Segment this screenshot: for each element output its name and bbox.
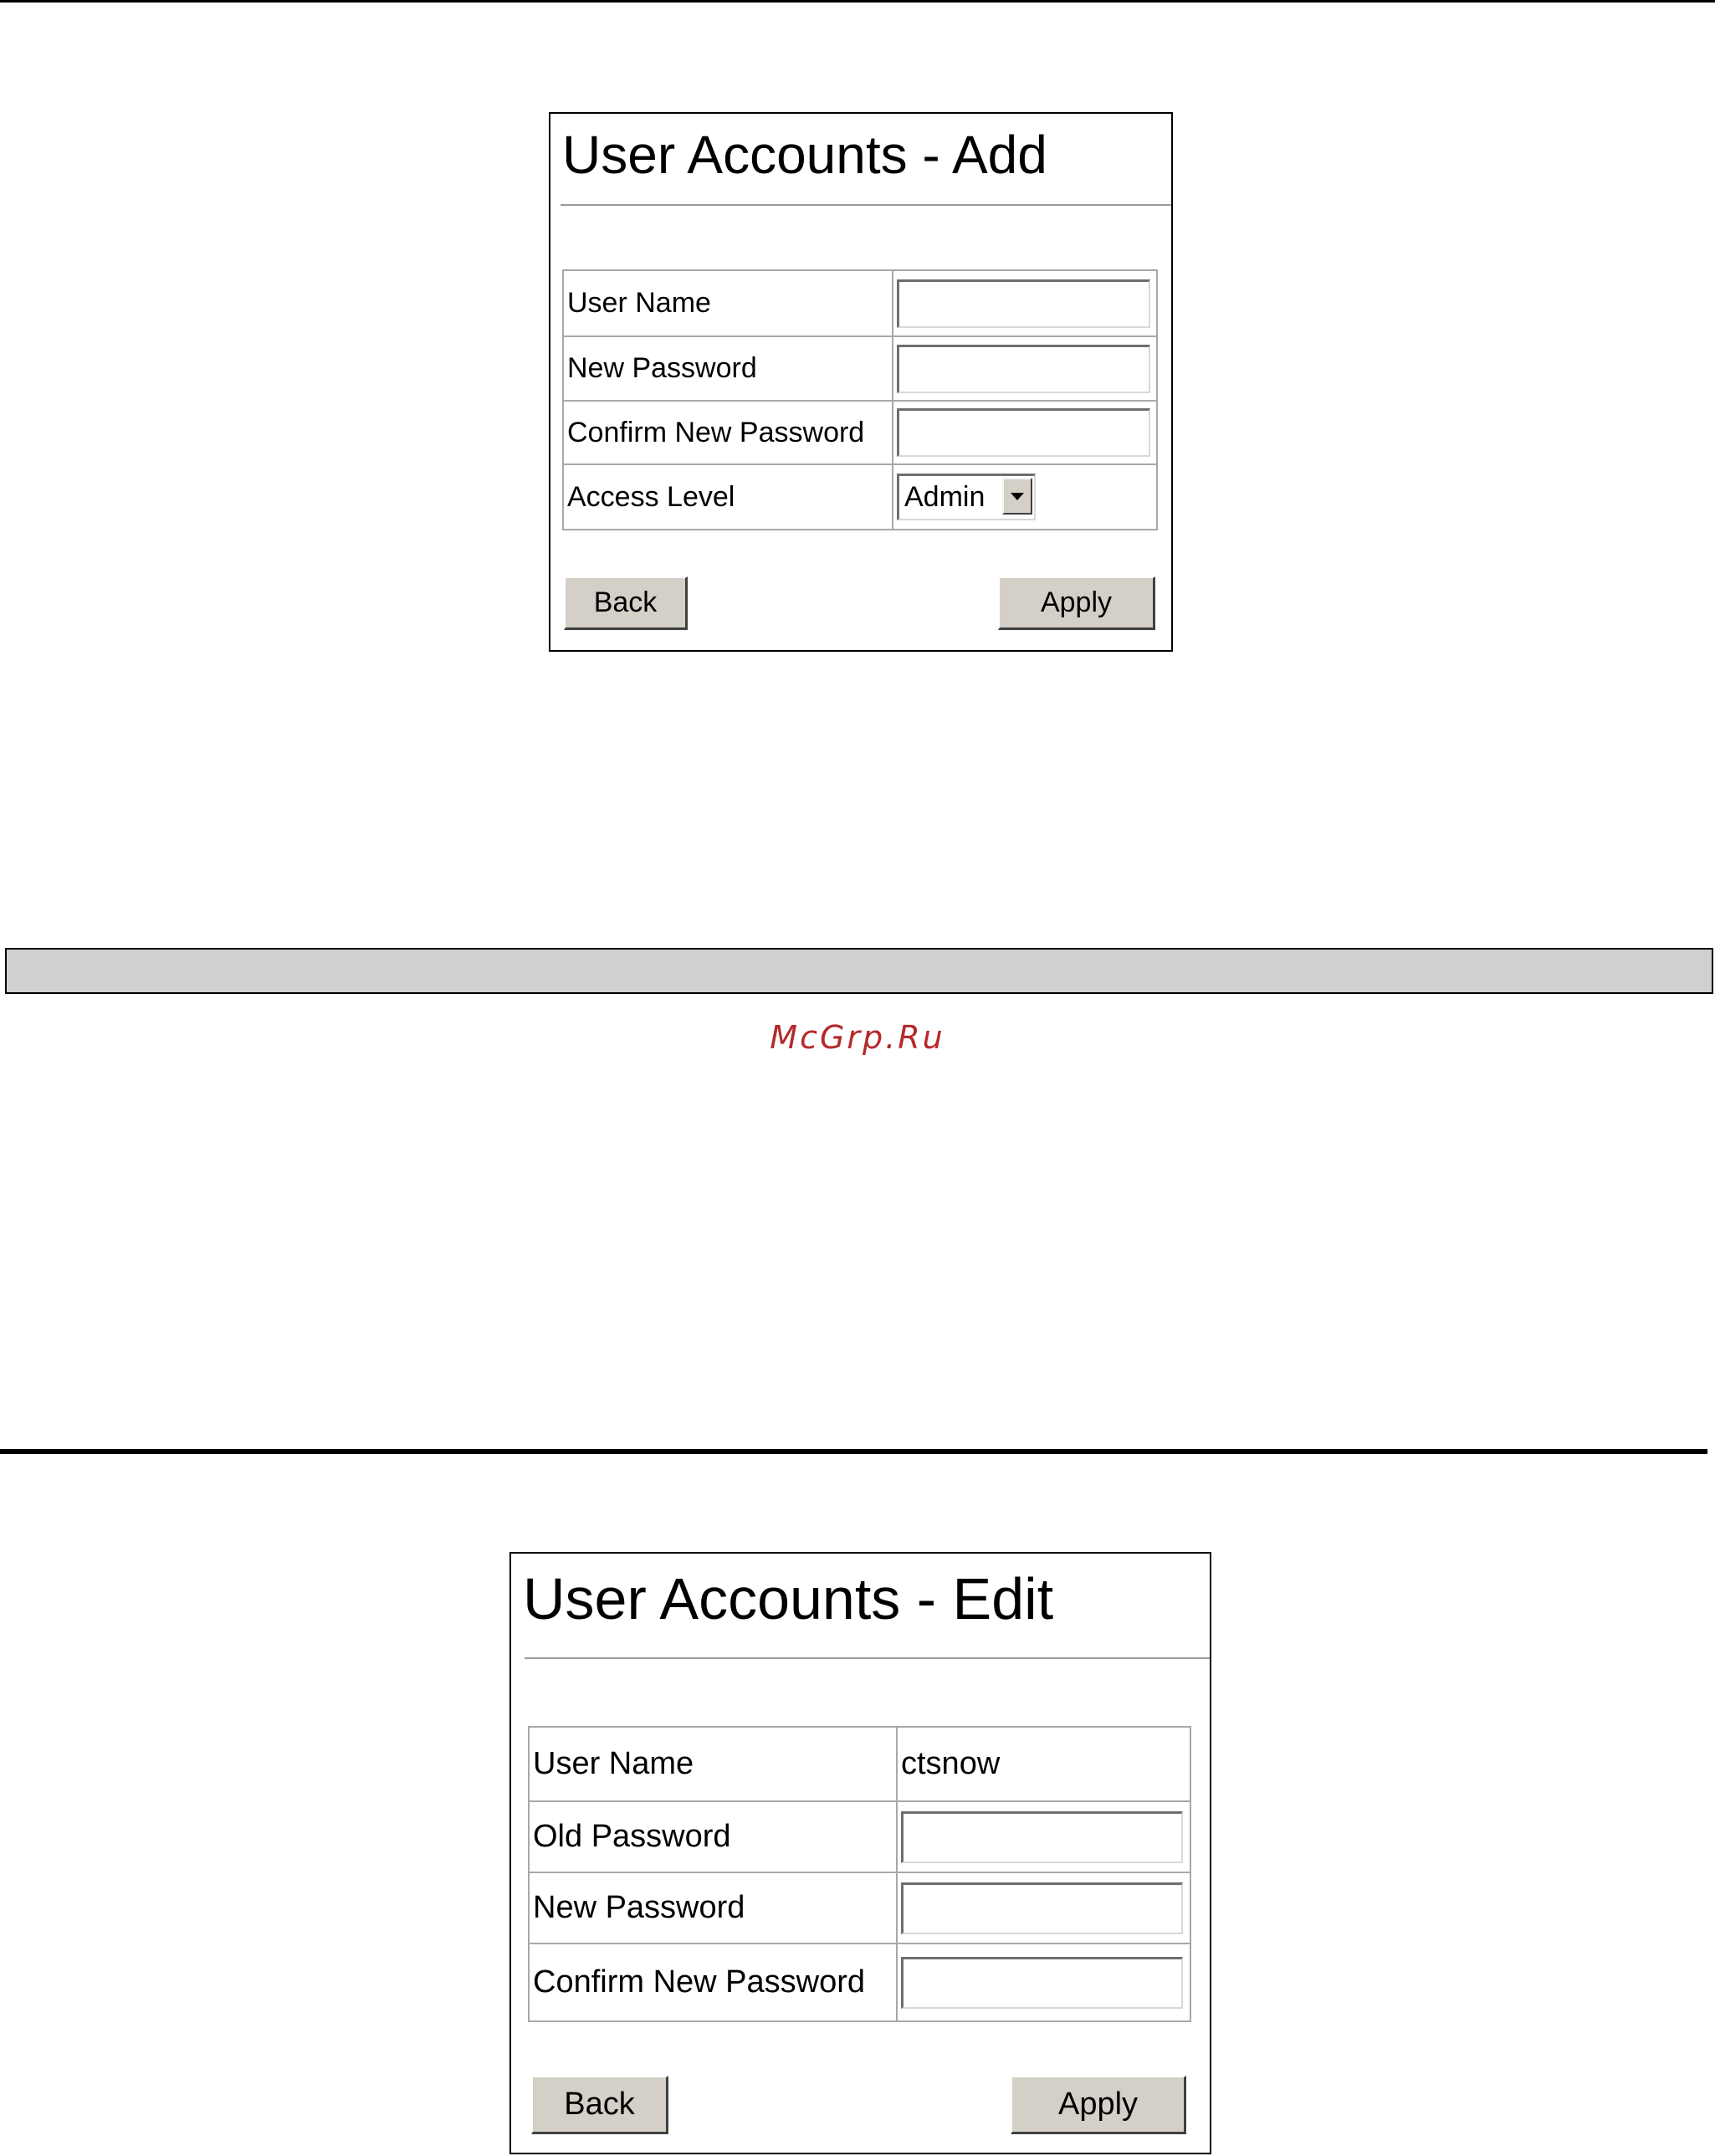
confirm-new-password-label: Confirm New Password <box>530 1944 898 2020</box>
dropdown-button[interactable] <box>1002 478 1032 515</box>
add-user-name-input[interactable] <box>897 279 1150 328</box>
edit-confirm-password-input[interactable] <box>901 1957 1183 2009</box>
add-row-new-password <box>564 337 1156 402</box>
edit-new-password-input[interactable] <box>901 1882 1183 1934</box>
access-level-selected-value: Admin <box>904 481 985 513</box>
chevron-down-icon <box>1011 493 1024 500</box>
add-back-button[interactable]: Back <box>564 576 688 630</box>
new-password-label: New Password <box>530 1873 898 1943</box>
add-row-confirm-password <box>564 402 1156 465</box>
add-row-user-name <box>564 271 1156 337</box>
edit-row-old-password <box>530 1802 1190 1873</box>
section-separator-bar <box>5 948 1713 994</box>
add-new-password-input[interactable] <box>897 345 1150 393</box>
old-password-label: Old Password <box>530 1802 898 1872</box>
add-confirm-password-input[interactable] <box>897 408 1150 457</box>
add-title-divider <box>561 204 1171 207</box>
confirm-new-password-label: Confirm New Password <box>564 402 893 463</box>
edit-apply-button[interactable]: Apply <box>1011 2076 1186 2134</box>
user-accounts-add-panel <box>549 112 1173 652</box>
new-password-label: New Password <box>564 337 893 400</box>
edit-row-confirm-password <box>530 1944 1190 2020</box>
watermark-text: McGrp.Ru <box>770 1019 945 1056</box>
access-level-select[interactable] <box>897 474 1036 520</box>
access-level-label: Access Level <box>564 465 893 529</box>
edit-back-button[interactable]: Back <box>531 2076 668 2134</box>
middle-divider <box>0 1449 1707 1454</box>
top-divider <box>0 0 1715 3</box>
edit-row-user-name <box>530 1728 1190 1802</box>
user-name-label: User Name <box>564 271 893 335</box>
edit-row-new-password <box>530 1873 1190 1944</box>
user-name-value: ctsnow <box>901 1746 1001 1781</box>
edit-form-table <box>528 1726 1191 2022</box>
add-row-access-level <box>564 465 1156 529</box>
edit-old-password-input[interactable] <box>901 1811 1183 1863</box>
add-apply-button[interactable]: Apply <box>998 576 1155 630</box>
add-form-table <box>562 269 1158 530</box>
user-accounts-edit-panel <box>509 1552 1211 2154</box>
edit-panel-title: User Accounts - Edit <box>523 1566 1054 1631</box>
add-panel-title: User Accounts - Add <box>562 125 1047 185</box>
user-name-label: User Name <box>530 1728 898 1800</box>
edit-title-divider <box>525 1657 1210 1661</box>
